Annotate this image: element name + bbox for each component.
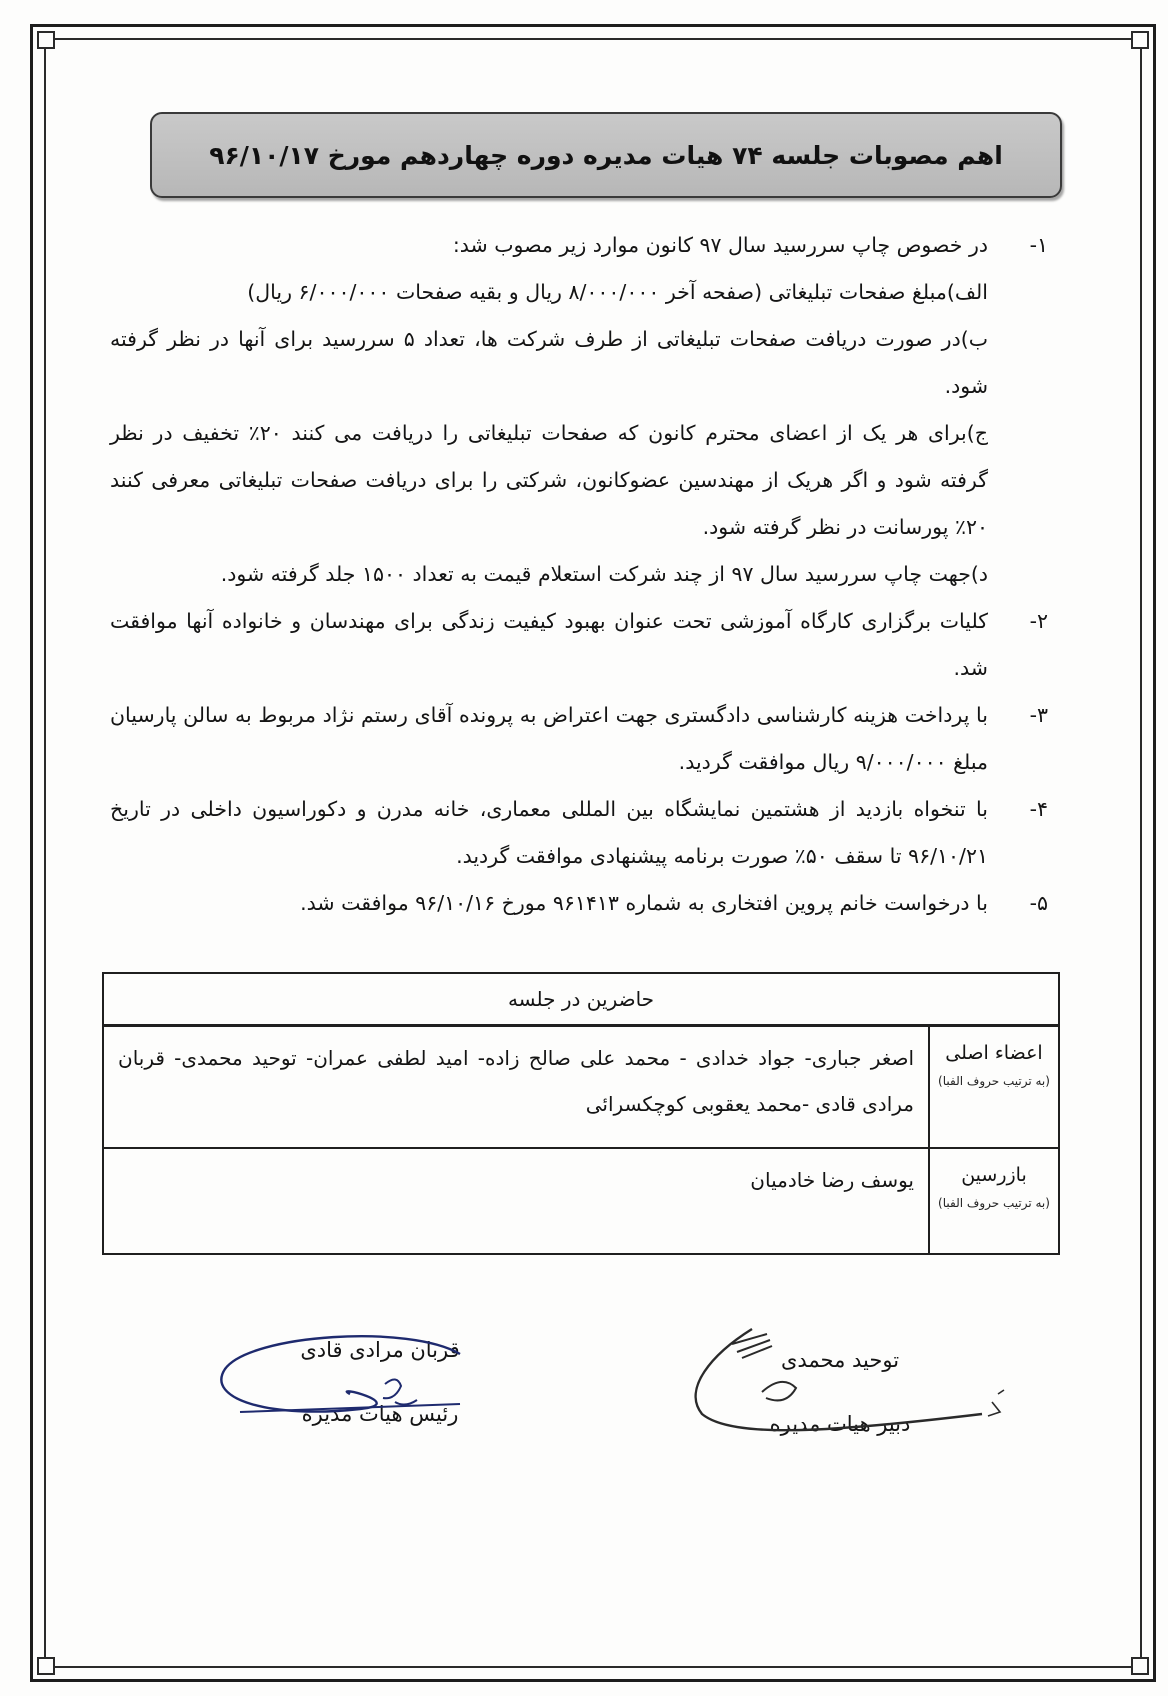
signature-block-chairman <box>270 1338 490 1426</box>
role-note: (به ترتیب حروف الفبا) <box>938 1196 1050 1210</box>
chairman-signature <box>210 1324 490 1434</box>
item-text: با درخواست خانم پروین افتخاری به شماره ۹۶۱۴۱۳ مورخ ۹۶/۱۰/۱۶ موافقت شد. <box>300 891 988 915</box>
secretary-signature <box>662 1314 1042 1444</box>
names-cell: اصغر جباری- جواد خدادی - محمد علی صالح زاده- امید لطفی عمران- توحید محمدی- قربان مرادی قادی -محمد یعقوبی کوچکسرائی <box>103 1026 929 1149</box>
attendees-header: حاضرین در جلسه <box>103 973 1059 1026</box>
item-text: در خصوص چاپ سررسید سال ۹۷ کانون موارد زیر مصوب شد: <box>452 233 988 257</box>
item-text: کلیات برگزاری کارگاه آموزشی تحت عنوان بهبود کیفیت زندگی برای مهندسان و خانواده آنها موافقت شد. <box>110 609 988 680</box>
sub-item-text: ب)در صورت دریافت صفحات تبلیغاتی از طرف شرکت ها، تعداد ۵ سررسید برای آنها در نظر گرفته شود. <box>110 327 988 398</box>
names-cell: یوسف رضا خادمیان <box>103 1148 929 1254</box>
item-number: ۲- <box>1029 609 1048 633</box>
role-cell <box>929 1026 1059 1149</box>
page-title: اهم مصوبات جلسه ۷۴ هیات مدیره دوره چهاردهم مورخ ۹۶/۱۰/۱۷ <box>209 140 1003 170</box>
sub-item-text: ج)برای هر یک از اعضای محترم کانون که صفحات تبلیغاتی را دریافت می کنند ۲۰٪ تخفیف در نظر گرفته شود و اگر هریک از مهندسین عضوکانون، شرکتی را برای دریافت صفحات تبلیغاتی معرفی کنند ۲۰٪ پورسانت در نظر گرفته شود. <box>110 421 988 539</box>
corner-ornament <box>1131 31 1149 49</box>
attendees-table <box>102 972 1060 1255</box>
attendees-header-row <box>103 973 1059 1026</box>
sub-item <box>110 316 1048 410</box>
secretary-title: دبیر هیات مدیره <box>769 1412 911 1436</box>
item-number: ۱- <box>1029 233 1048 257</box>
chairman-title: رئیس هیات مدیره <box>301 1402 459 1426</box>
resolution-item <box>110 786 1048 880</box>
role-label: بازرسین <box>961 1164 1027 1186</box>
item-number: ۳- <box>1029 703 1048 727</box>
corner-ornament <box>37 31 55 49</box>
item-text: با پرداخت هزینه کارشناسی دادگستری جهت اعتراض به پرونده آقای رستم نژاد مربوط به سالن پارسیان مبلغ ۹/۰۰۰/۰۰۰ ریال موافقت گردید. <box>110 703 988 774</box>
sub-item <box>110 551 1048 598</box>
item-text: با تنخواه بازدید از هشتمین نمایشگاه بین المللی معماری، خانه مدرن و دکوراسیون داخلی در تاریخ ۹۶/۱۰/۲۱ تا سقف ۵۰٪ صورت برنامه پیشنهادی موافقت گردید. <box>110 797 988 868</box>
item-number: ۴- <box>1029 797 1048 821</box>
sub-item-text: الف)مبلغ صفحات تبلیغاتی (صفحه آخر ۸/۰۰۰/۰۰۰ ریال و بقیه صفحات ۶/۰۰۰/۰۰۰ ریال) <box>247 280 988 304</box>
role-note: (به ترتیب حروف الفبا) <box>938 1074 1050 1088</box>
resolution-item <box>110 598 1048 692</box>
chairman-name: قربان مرادی قادی <box>300 1338 460 1362</box>
corner-ornament <box>1131 1657 1149 1675</box>
sub-item <box>110 410 1048 551</box>
sub-item-text: د)جهت چاپ سررسید سال ۹۷ از چند شرکت استعلام قیمت به تعداد ۱۵۰۰ جلد گرفته شود. <box>220 562 988 586</box>
resolution-item <box>110 880 1048 927</box>
role-label: اعضاء اصلی <box>945 1042 1043 1064</box>
resolution-item <box>110 692 1048 786</box>
resolutions-list <box>110 222 1048 927</box>
title-banner <box>150 112 1062 198</box>
attendees-row <box>103 1026 1059 1149</box>
resolution-item <box>110 222 1048 269</box>
secretary-name: توحید محمدی <box>780 1348 900 1372</box>
sub-item <box>110 269 1048 316</box>
attendees-row <box>103 1148 1059 1254</box>
corner-ornament <box>37 1657 55 1675</box>
role-cell <box>929 1148 1059 1254</box>
item-number: ۵- <box>1029 891 1048 915</box>
signature-block-secretary <box>740 1348 940 1436</box>
